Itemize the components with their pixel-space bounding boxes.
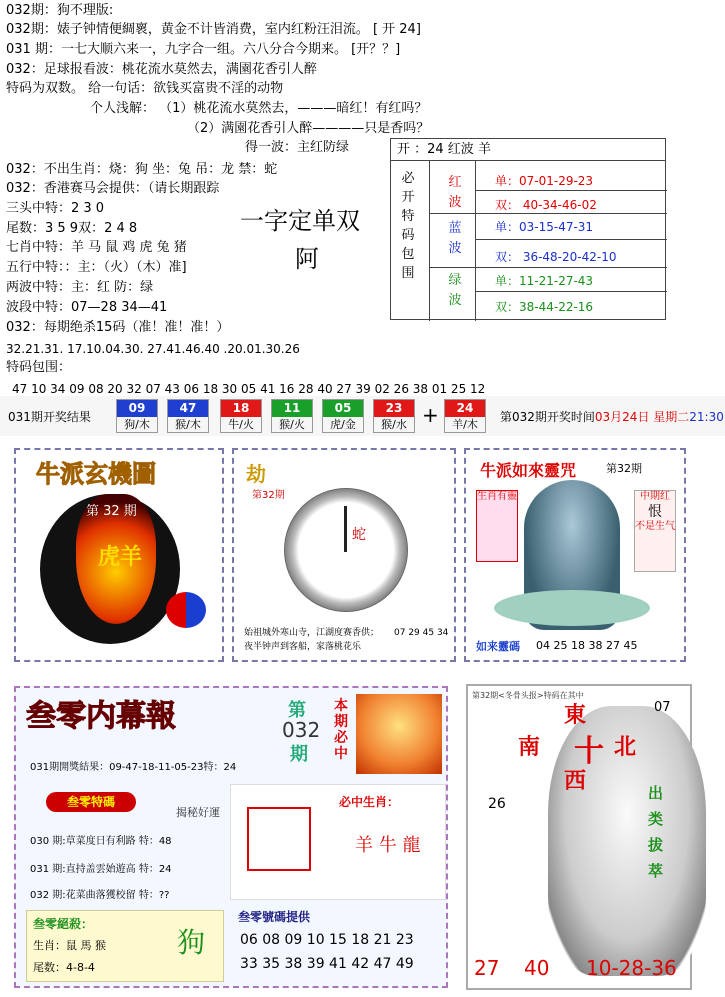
panel5-top: 第32期<冬骨头报>特码在其中 bbox=[472, 691, 584, 700]
left-line-11: 特码包围： bbox=[6, 360, 72, 375]
blue-odd-row: 单：03-15-47-31 bbox=[495, 220, 594, 234]
clock-animal: 蛇 bbox=[352, 527, 366, 543]
result-ball-4 bbox=[271, 399, 313, 433]
red-even-row: 双： 40-34-46-02 bbox=[495, 198, 597, 212]
panel1-word: 虎羊 bbox=[98, 545, 143, 570]
ball-number: 47 bbox=[168, 400, 208, 417]
special-code-table bbox=[390, 138, 666, 320]
panel1-title: 牛派玄機圖 bbox=[36, 460, 156, 488]
panel5-side: 出类拔萃 bbox=[648, 784, 664, 880]
panel4-item-2: 031 期:直持盖雲始遊高 特：24 bbox=[30, 864, 172, 875]
panel5-bottom-1: 27 bbox=[474, 956, 500, 980]
left-line-8: 波段中特：07—28 34—41 bbox=[6, 300, 168, 315]
panel2-caption-1: 始祖城外寒山寺，江湖度赛香供； bbox=[244, 628, 380, 638]
panel4-zodiac-box bbox=[230, 784, 446, 900]
panel3-title: 牛派如來靈咒 bbox=[480, 461, 577, 480]
kill-title: 叁零絕殺： bbox=[33, 917, 94, 931]
panel3-period: 第32期 bbox=[606, 462, 642, 475]
panel3-codes: 04 25 18 38 27 45 bbox=[536, 639, 638, 652]
ball-zodiac: 猴/火 bbox=[279, 418, 305, 431]
panel-rulai bbox=[464, 448, 686, 662]
dir-west: 西 bbox=[564, 769, 587, 794]
header-line-2: 032期：婊子钟情便綢褱，黄金不计皆消费，室内红粉汪泪流。 [ 开 24] bbox=[6, 22, 421, 37]
ball-zodiac: 羊/木 bbox=[452, 418, 478, 431]
green-odd-row: 单：11-21-27-43 bbox=[495, 274, 594, 288]
ball-zodiac: 猴/木 bbox=[175, 418, 201, 431]
panel4-side-1: 第 bbox=[288, 700, 306, 721]
table-header: 开 ：24 红波 羊 bbox=[391, 139, 665, 161]
ball-zodiac: 猴/水 bbox=[381, 418, 407, 431]
panel4-tag: 叁零特碼 bbox=[46, 792, 136, 812]
panel4-result-line: 031期開獎結果：09-47-18-11-05-23特：24 bbox=[30, 762, 237, 773]
result-label: 031期开奖结果 bbox=[8, 410, 91, 424]
panel4-item-3: 032 期:花菜曲落獲校留 特：?? bbox=[30, 890, 170, 901]
result-ball-2 bbox=[167, 399, 209, 433]
dir-east: 東 bbox=[564, 703, 587, 728]
red-odd-row: 单：07-01-29-23 bbox=[495, 174, 594, 188]
header-line-6: 个人浅解： （1）桃花流水莫然去，———暗红！有红吗？ bbox=[90, 101, 428, 116]
divider bbox=[475, 190, 667, 191]
left-line-10: 32.21.31. 17.10.04.30. 27.41.46.40 .20.01.30.26 bbox=[6, 342, 300, 356]
green-even-row: 双：38-44-22-16 bbox=[495, 300, 594, 314]
ball-number: 18 bbox=[221, 400, 261, 417]
result-ball-5 bbox=[322, 399, 364, 433]
ball-zodiac: 狗/木 bbox=[124, 418, 150, 431]
yin-yang-icon bbox=[166, 592, 206, 628]
panel2-caption-2: 夜半钟声到客船，家落桃花乐 bbox=[244, 642, 362, 652]
kill-zodiac: 生肖：鼠 馬 猴 bbox=[33, 939, 106, 952]
plus-sign: + bbox=[422, 403, 439, 427]
green-wave-label: 绿波 bbox=[448, 273, 462, 308]
ball-number: 11 bbox=[272, 400, 312, 417]
panel3-codes-label: 如来靈碼 bbox=[476, 640, 520, 653]
result-ball-special bbox=[444, 399, 486, 433]
kill-tail: 尾数：4-8-4 bbox=[33, 961, 95, 974]
panel5-num-07: 07 bbox=[654, 700, 671, 715]
ball-number: 05 bbox=[323, 400, 363, 417]
slogan-line-2: 阿 bbox=[295, 245, 319, 273]
left-line-6: 五行中特：：主：（火）（木）准] bbox=[6, 260, 187, 275]
panel1-period: 第 32 期 bbox=[86, 504, 137, 519]
panel2-period: 第32期 bbox=[252, 490, 285, 501]
left-line-2: 032：香港赛马会提供：（请长期跟踪 bbox=[6, 181, 220, 196]
left-line-3: 三头中特：2 3 0 bbox=[6, 201, 105, 216]
panel3-right-box: 中期红 恨 不是生气 bbox=[634, 490, 676, 572]
table-vertical-label: 必开特码包围 bbox=[401, 171, 415, 281]
blue-even-row: 双： 36-48-20-42-10 bbox=[495, 250, 617, 264]
next-draw-info: 第032期开奖时间03月24日 星期二21:30 bbox=[500, 410, 724, 424]
header-line-8: 得一波：主红防绿 bbox=[245, 140, 350, 155]
panel4-title: 叁零内幕報 bbox=[26, 699, 176, 734]
left-line-9: 032：每期绝杀15码（准！准！准！） bbox=[6, 320, 230, 335]
ball-number: 23 bbox=[374, 400, 414, 417]
code-title: 叁零號碼提供 bbox=[238, 910, 311, 924]
lotus-icon bbox=[494, 590, 650, 626]
left-line-1: 032：不出生肖：烧：狗 坐：兔 吊：龙 禁：蛇 bbox=[6, 162, 278, 177]
panel2-title: 劫 bbox=[246, 462, 266, 486]
panel4-item-1: 030 期:草菜度日有利路 特：48 bbox=[30, 836, 172, 847]
panel4-list-title: 揭秘好運 bbox=[176, 806, 220, 819]
divider bbox=[429, 267, 667, 268]
ball-zodiac: 牛/火 bbox=[228, 418, 254, 431]
dir-north: 北 bbox=[614, 735, 637, 760]
divider bbox=[429, 213, 667, 214]
panel4-side-2: 期 bbox=[290, 744, 308, 765]
red-wave-label: 红波 bbox=[448, 175, 462, 210]
header-line-5: 特码为双数。 给一句话：欲钱买富贵不淫的动物 bbox=[6, 81, 284, 96]
panel-sanling bbox=[14, 686, 448, 988]
ball-number: 24 bbox=[445, 400, 485, 417]
header-line-3: 031 期：一七大顺六来一，九字合一组。六八分合今期来。 [开？？] bbox=[6, 42, 401, 57]
panel4-stamp: 狗 bbox=[177, 926, 206, 959]
panel4-side-num: 032 bbox=[282, 718, 321, 742]
dir-south: 南 bbox=[518, 735, 541, 760]
divider bbox=[475, 239, 667, 240]
code-row-2: 33 35 38 39 41 42 47 49 bbox=[240, 956, 414, 972]
slogan-line-1: 一字定单双 bbox=[240, 207, 360, 235]
divider bbox=[475, 291, 667, 292]
zodiac-title: 必中生肖： bbox=[339, 795, 400, 809]
panel5-num-26: 26 bbox=[488, 796, 506, 812]
result-ball-6 bbox=[373, 399, 415, 433]
ball-number: 09 bbox=[117, 400, 157, 417]
goddess-icon bbox=[356, 694, 442, 774]
left-line-4: 尾数：3 5 9双：2 4 8 bbox=[6, 221, 138, 236]
blue-wave-label: 蓝波 bbox=[448, 221, 462, 256]
left-line-5: 七肖中特：羊 马 鼠 鸡 虎 兔 猪 bbox=[6, 240, 187, 255]
clock-hand-icon bbox=[344, 506, 347, 552]
panel4-red-side: 本期必中 bbox=[334, 698, 348, 762]
code-row-1: 06 08 09 10 15 18 21 23 bbox=[240, 932, 414, 948]
ball-zodiac: 虎/金 bbox=[330, 418, 356, 431]
panel3-left-box: 生肖有靈 bbox=[476, 490, 518, 562]
left-line-7: 两波中特：主：红 防：绿 bbox=[6, 280, 154, 295]
panel4-kill-box bbox=[26, 910, 224, 982]
monkey-icon bbox=[247, 807, 311, 871]
panel-zodiac-clock bbox=[232, 448, 456, 662]
divider bbox=[475, 161, 476, 321]
dir-ten: 十 bbox=[574, 734, 604, 769]
panel-niupai-xuanji bbox=[14, 448, 224, 662]
header-line-4: 032：足球报看波：桃花流水莫然去，满園花香引人醉 bbox=[6, 62, 317, 77]
header-line-1: 032期：狗不理版: bbox=[6, 3, 114, 18]
zodiac-picks: 羊 牛 龍 bbox=[355, 835, 421, 856]
panel5-bottom-3: 10-28-36 bbox=[586, 956, 677, 980]
panel-skull bbox=[466, 684, 692, 990]
header-line-7: （2）满園花香引人醉————只是香吗？ bbox=[187, 121, 430, 136]
left-line-12: 47 10 34 09 08 20 32 07 43 06 18 30 05 41 16 28 40 27 39 02 26 38 01 25 12 bbox=[12, 382, 486, 396]
panel5-bottom-2: 40 bbox=[524, 956, 550, 980]
result-ball-3 bbox=[220, 399, 262, 433]
panel2-numbers: 07 29 45 34 bbox=[394, 628, 449, 638]
result-ball-1 bbox=[116, 399, 158, 433]
divider bbox=[429, 161, 430, 321]
